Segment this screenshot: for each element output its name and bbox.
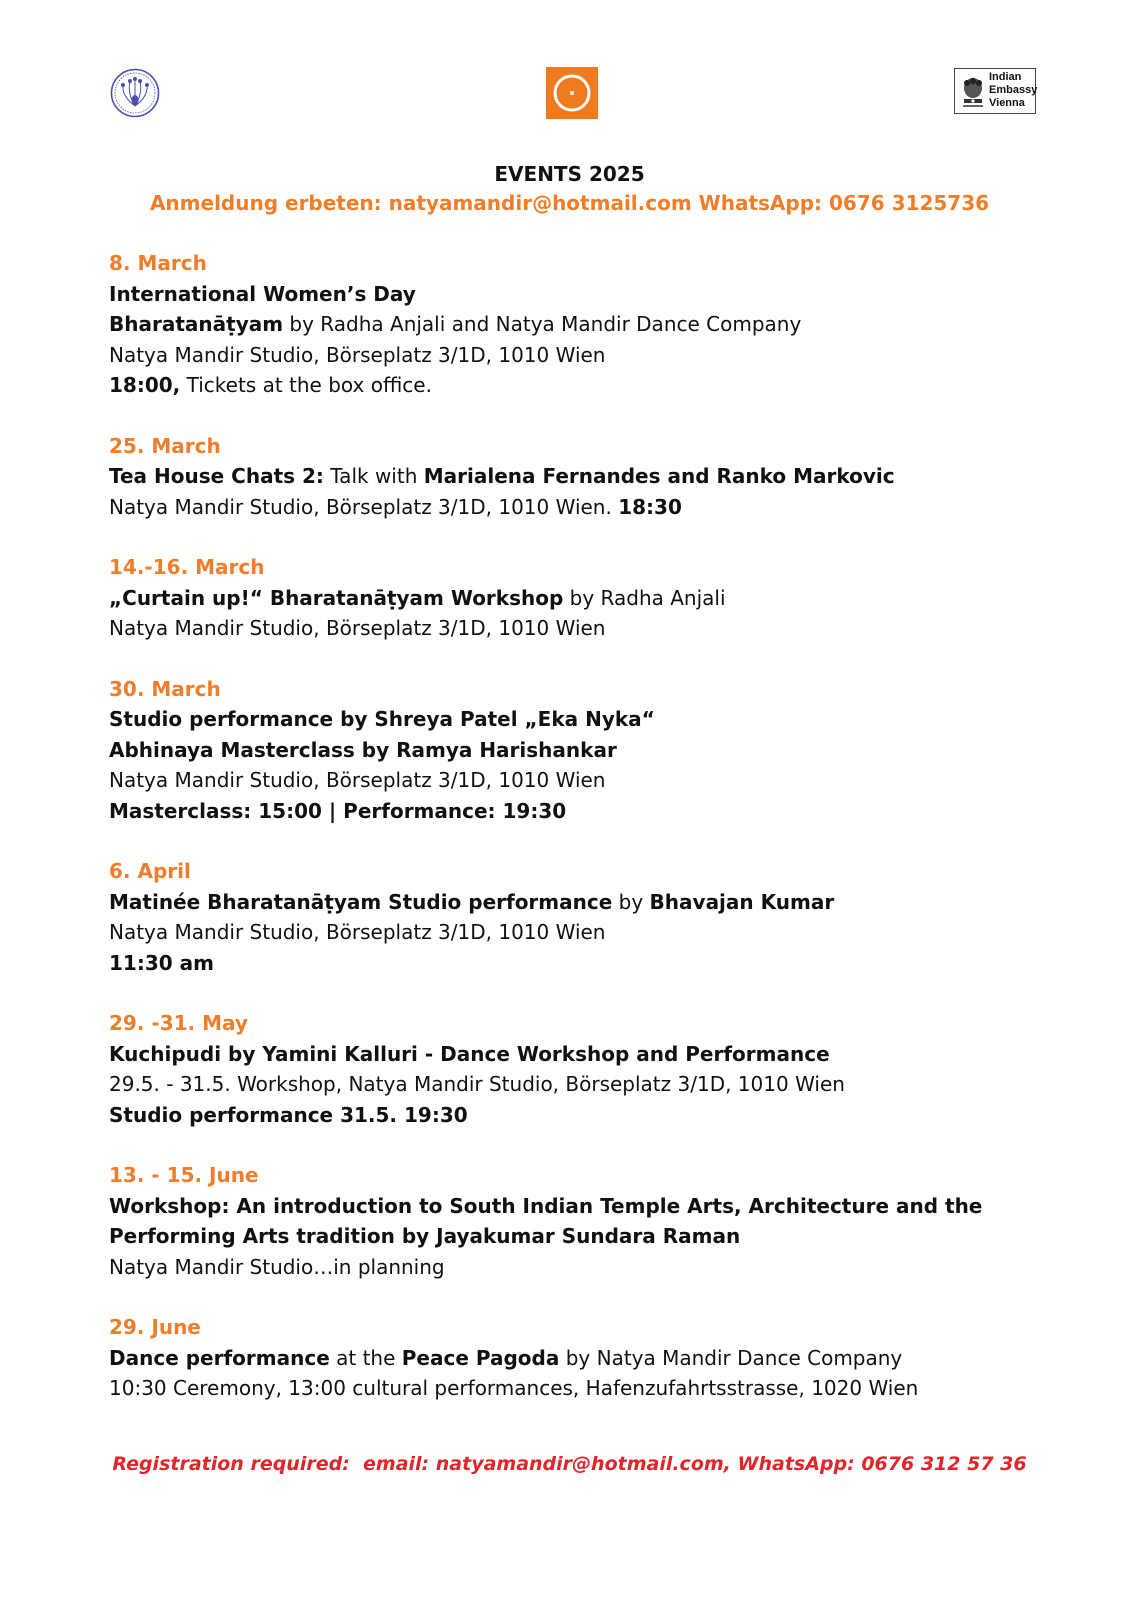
event-text-bold: Peace Pagoda (401, 1345, 560, 1370)
event-text-bold: „Curtain up!“ Bharatanāṭyam Workshop (109, 585, 564, 610)
event-line (109, 704, 1069, 735)
event-text: Natya Mandir Studio, Börseplatz 3/1D, 1010 Wien (109, 768, 606, 792)
event-text: Natya Mandir Studio…in planning (109, 1254, 445, 1279)
event-text-bold: Abhinaya Masterclass by Ramya Harishankar (109, 737, 617, 762)
event-text: by Natya Mandir Dance Company (559, 1345, 903, 1370)
event-text-bold: Masterclass: 15:00 | Performance: 19:30 (109, 798, 567, 823)
event-item (109, 431, 1069, 523)
event-item (109, 674, 1069, 827)
embassy-name: Indian Embassy Vienna (989, 71, 1038, 109)
event-text: Natya Mandir Studio, Börseplatz 3/1D, 1010 Wien (109, 920, 606, 944)
event-text: at the (329, 1345, 402, 1370)
national-emblem-icon (959, 73, 987, 109)
event-item (109, 856, 1069, 978)
event-text-bold: Studio performance 31.5. 19:30 (109, 1102, 468, 1127)
event-text-bold: International Women’s Day (109, 281, 416, 306)
event-text: Natya Mandir Studio, Börseplatz 3/1D, 1010 Wien (109, 616, 606, 640)
event-date: 8. March (109, 251, 207, 275)
event-line (109, 948, 1069, 979)
event-line (109, 461, 1069, 492)
event-date: 25. March (109, 433, 221, 458)
footer-registration: Registration required: email: natyamandir@hotmail.com, WhatsApp: 0676 312 57 36 (112, 1453, 1027, 1475)
peacock-seal-icon (110, 68, 160, 118)
event-text: 10:30 Ceremony, 13:00 cultural performances, Hafenzufahrtsstrasse, 1020 Wien (109, 1376, 919, 1400)
event-line (109, 370, 1069, 401)
event-line (109, 1252, 1069, 1283)
indian-embassy-vienna-logo (954, 68, 1036, 114)
event-item (109, 248, 1069, 401)
event-date: 14.-16. March (109, 555, 265, 579)
event-text: by Radha Anjali (563, 585, 726, 610)
event-item (109, 552, 1069, 644)
event-text-bold: Bhavajan Kumar (649, 889, 835, 914)
event-line (109, 1221, 1069, 1252)
event-text-bold: Workshop: An introduction to South Indian Temple Arts, Architecture and the (109, 1193, 983, 1218)
event-line (109, 340, 1069, 371)
registration-note: Anmeldung erbeten: natyamandir@hotmail.com WhatsApp: 0676 3125736 (149, 191, 990, 215)
page-header (0, 160, 1139, 218)
event-date: 29. -31. May (109, 1011, 248, 1035)
event-date: 6. April (109, 859, 191, 883)
event-text-bold: Studio performance by Shreya Patel „Eka Nyka“ (109, 707, 655, 731)
logo-bar (0, 0, 1139, 130)
event-text-bold: 11:30 am (109, 950, 214, 975)
event-date: 30. March (109, 676, 221, 701)
event-date: 29. June (109, 1315, 201, 1339)
event-line (109, 1373, 1069, 1404)
event-text-bold: Bharatanāṭyam (109, 312, 284, 336)
event-line (109, 613, 1069, 644)
event-text: Talk with (323, 464, 424, 488)
event-text-bold: Kuchipudi by Yamini Kalluri - Dance Workshop and Performance (109, 1041, 830, 1066)
event-text-bold: Marialena Fernandes and Ranko Markovic (423, 464, 895, 488)
event-text-bold: Dance performance (109, 1345, 330, 1370)
event-line (109, 1069, 1069, 1100)
event-line (109, 1343, 1069, 1374)
event-line (109, 492, 1069, 523)
event-line (109, 735, 1069, 766)
event-line (109, 1100, 1069, 1131)
event-text: Natya Mandir Studio, Börseplatz 3/1D, 1010 Wien (109, 342, 606, 367)
event-list (109, 248, 1069, 1434)
event-text: by (612, 889, 650, 914)
event-text: Tickets at the box office. (180, 373, 432, 397)
event-line (109, 279, 1069, 310)
event-text-bold: Tea House Chats 2: (109, 464, 324, 488)
event-text-bold: 18:30 (618, 494, 682, 519)
event-text-bold: Performing Arts tradition by Jayakumar Sundara Raman (109, 1224, 741, 1248)
page-title: EVENTS 2025 (494, 162, 645, 186)
event-line (109, 887, 1069, 918)
event-item (109, 1160, 1069, 1282)
event-item (109, 1312, 1069, 1404)
event-line (109, 583, 1069, 614)
event-text-bold: Matinée Bharatanāṭyam Studio performance (109, 889, 613, 914)
event-date: 13. - 15. June (109, 1163, 259, 1187)
event-text: Natya Mandir Studio, Börseplatz 3/1D, 1010 Wien. (109, 494, 619, 519)
event-line (109, 765, 1069, 796)
event-line (109, 1039, 1069, 1070)
event-line (109, 917, 1069, 948)
event-text: 29.5. - 31.5. Workshop, Natya Mandir Studio, Börseplatz 3/1D, 1010 Wien (109, 1072, 845, 1096)
event-text-bold: 18:00, (109, 373, 181, 397)
event-item (109, 1008, 1069, 1130)
event-line (109, 796, 1069, 827)
event-line (109, 309, 1069, 340)
orange-circle-logo-icon (546, 67, 598, 119)
event-line (109, 1191, 1069, 1222)
event-text: by Radha Anjali and Natya Mandir Dance Company (283, 312, 802, 336)
